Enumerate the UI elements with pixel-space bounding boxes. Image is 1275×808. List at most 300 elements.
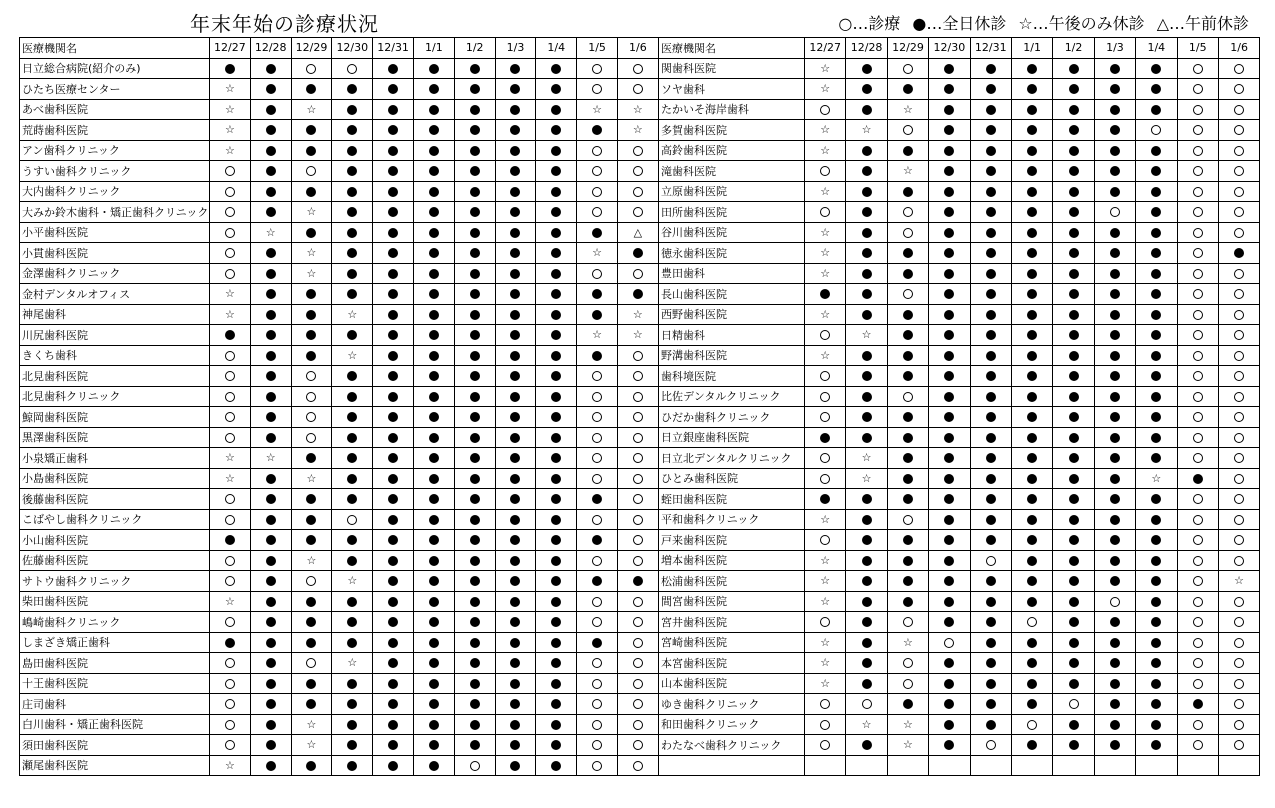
closed-mark <box>388 228 398 238</box>
status-cell <box>413 304 454 325</box>
closed-mark <box>470 453 480 463</box>
table-header-row <box>659 38 1260 59</box>
open-mark <box>1234 515 1244 525</box>
open-mark <box>1234 740 1244 750</box>
status-cell <box>970 222 1011 243</box>
closed-mark <box>551 515 561 525</box>
open-mark <box>225 248 235 258</box>
status-cell <box>210 427 251 448</box>
status-cell <box>929 550 970 571</box>
closed-mark <box>862 658 872 668</box>
clinic-name: 十王歯科医院 <box>20 673 210 694</box>
status-cell <box>929 694 970 715</box>
status-cell <box>495 304 536 325</box>
status-cell <box>454 489 495 510</box>
status-cell <box>454 509 495 530</box>
closed-mark <box>986 638 996 648</box>
closed-mark <box>986 310 996 320</box>
status-cell <box>1094 181 1135 202</box>
status-cell <box>887 263 928 284</box>
table-row <box>659 99 1260 120</box>
status-cell <box>210 694 251 715</box>
status-cell <box>1136 694 1177 715</box>
closed-mark <box>1069 289 1079 299</box>
clinic-name: サトウ歯科クリニック <box>20 571 210 592</box>
clinic-name: 金村デンタルオフィス <box>20 284 210 305</box>
afternoon-closed-mark: ☆ <box>224 287 235 301</box>
open-mark <box>633 146 643 156</box>
open-mark <box>1234 330 1244 340</box>
status-cell <box>1011 386 1052 407</box>
clinic-name: アン歯科クリニック <box>20 140 210 161</box>
status-cell <box>1218 345 1259 366</box>
status-cell <box>805 509 846 530</box>
open-mark <box>306 371 316 381</box>
status-cell <box>1053 243 1094 264</box>
status-cell <box>454 161 495 182</box>
table-row <box>659 653 1260 674</box>
status-cell <box>373 386 414 407</box>
closed-mark <box>986 125 996 135</box>
status-cell <box>1011 345 1052 366</box>
date-column-header: 1/1 <box>1011 38 1052 59</box>
closed-mark <box>388 351 398 361</box>
table-row <box>20 120 659 141</box>
status-cell <box>454 202 495 223</box>
status-cell <box>1011 366 1052 387</box>
status-cell <box>577 386 618 407</box>
closed-mark <box>388 330 398 340</box>
closed-mark <box>1069 351 1079 361</box>
status-cell <box>454 427 495 448</box>
status-cell <box>291 735 332 756</box>
status-cell <box>332 181 373 202</box>
status-cell <box>805 140 846 161</box>
afternoon-closed-mark: ☆ <box>820 225 831 239</box>
open-mark <box>903 658 913 668</box>
closed-mark <box>306 453 316 463</box>
open-mark <box>225 515 235 525</box>
status-cell <box>805 120 846 141</box>
closed-mark <box>510 474 520 484</box>
status-cell <box>536 140 577 161</box>
closed-mark <box>388 494 398 504</box>
clinic-name: 島田歯科医院 <box>20 653 210 674</box>
status-cell <box>291 161 332 182</box>
status-cell <box>577 509 618 530</box>
afternoon-closed-mark: ☆ <box>347 307 358 321</box>
closed-mark <box>347 597 357 607</box>
afternoon-closed-mark: ☆ <box>820 348 831 362</box>
afternoon-closed-mark: ☆ <box>820 656 831 670</box>
status-cell <box>332 120 373 141</box>
closed-mark <box>1027 105 1037 115</box>
status-cell <box>617 632 658 653</box>
date-column-header: 1/1 <box>413 38 454 59</box>
status-cell <box>577 325 618 346</box>
closed-mark <box>1151 269 1161 279</box>
date-column-header: 1/4 <box>536 38 577 59</box>
closed-mark <box>306 146 316 156</box>
status-cell <box>1218 366 1259 387</box>
status-cell <box>970 612 1011 633</box>
clinic-name: 黒澤歯科医院 <box>20 427 210 448</box>
status-cell <box>454 263 495 284</box>
table-row <box>659 571 1260 592</box>
status-cell <box>373 304 414 325</box>
table-row <box>20 755 659 776</box>
status-cell <box>373 755 414 776</box>
closed-mark <box>347 207 357 217</box>
status-cell <box>413 386 454 407</box>
status-cell <box>413 632 454 653</box>
table-row <box>659 284 1260 305</box>
table-row <box>20 591 659 612</box>
status-cell <box>1177 161 1218 182</box>
clinic-name: ひたち医療センター <box>20 79 210 100</box>
status-cell <box>332 243 373 264</box>
table-row <box>20 632 659 653</box>
status-cell <box>1011 243 1052 264</box>
status-cell <box>332 694 373 715</box>
open-mark <box>592 392 602 402</box>
table-row <box>659 79 1260 100</box>
status-cell <box>1218 243 1259 264</box>
status-cell <box>805 202 846 223</box>
status-cell <box>577 304 618 325</box>
status-cell <box>250 120 291 141</box>
status-cell <box>970 120 1011 141</box>
closed-mark <box>1069 679 1079 689</box>
status-cell <box>373 243 414 264</box>
status-cell <box>1136 243 1177 264</box>
status-cell <box>495 120 536 141</box>
table-row <box>20 468 659 489</box>
closed-mark <box>1110 617 1120 627</box>
status-cell <box>1094 120 1135 141</box>
closed-mark <box>1110 433 1120 443</box>
status-cell <box>1177 58 1218 79</box>
closed-mark <box>266 105 276 115</box>
status-cell <box>291 120 332 141</box>
afternoon-closed-mark: ☆ <box>224 758 235 772</box>
closed-mark <box>551 679 561 689</box>
closed-mark <box>470 474 480 484</box>
closed-mark <box>266 474 276 484</box>
closed-mark <box>510 351 520 361</box>
status-cell <box>1177 448 1218 469</box>
table-row <box>20 222 659 243</box>
table-row <box>659 694 1260 715</box>
closed-mark <box>862 412 872 422</box>
status-cell <box>291 489 332 510</box>
open-mark <box>820 699 830 709</box>
closed-mark <box>510 207 520 217</box>
table-row <box>20 99 659 120</box>
closed-mark <box>470 187 480 197</box>
status-cell <box>887 325 928 346</box>
status-cell <box>210 99 251 120</box>
closed-mark <box>551 720 561 730</box>
closed-mark <box>266 392 276 402</box>
closed-mark <box>266 535 276 545</box>
table-row <box>20 304 659 325</box>
status-cell <box>1136 673 1177 694</box>
closed-mark <box>903 351 913 361</box>
status-cell <box>577 694 618 715</box>
closed-mark <box>1151 228 1161 238</box>
closed-mark <box>1110 576 1120 586</box>
table-row <box>20 673 659 694</box>
status-cell <box>1218 386 1259 407</box>
status-cell <box>536 530 577 551</box>
closed-mark <box>592 576 602 586</box>
closed-mark <box>510 576 520 586</box>
open-mark <box>225 617 235 627</box>
closed-mark <box>510 412 520 422</box>
status-cell <box>887 140 928 161</box>
closed-mark <box>633 289 643 299</box>
clinic-name: 平和歯科クリニック <box>659 509 805 530</box>
status-cell <box>846 509 887 530</box>
status-cell <box>1053 284 1094 305</box>
closed-mark <box>1069 535 1079 545</box>
status-cell <box>846 489 887 510</box>
open-mark <box>592 412 602 422</box>
status-cell <box>929 714 970 735</box>
open-mark <box>592 556 602 566</box>
status-cell <box>536 407 577 428</box>
status-cell <box>413 222 454 243</box>
closed-mark <box>470 515 480 525</box>
status-cell <box>210 612 251 633</box>
status-cell <box>805 571 846 592</box>
status-cell <box>1136 591 1177 612</box>
status-cell <box>1053 673 1094 694</box>
status-cell <box>617 571 658 592</box>
clinic-name: 西野歯科医院 <box>659 304 805 325</box>
status-cell <box>250 489 291 510</box>
closed-mark <box>1151 658 1161 668</box>
open-mark <box>347 64 357 74</box>
status-cell <box>617 673 658 694</box>
open-mark <box>1234 535 1244 545</box>
table-row <box>20 202 659 223</box>
status-cell <box>1136 366 1177 387</box>
open-mark <box>1234 351 1244 361</box>
closed-mark <box>347 371 357 381</box>
status-cell <box>250 735 291 756</box>
closed-mark <box>266 146 276 156</box>
status-cell <box>210 407 251 428</box>
status-cell <box>291 222 332 243</box>
status-cell <box>332 550 373 571</box>
status-cell <box>887 120 928 141</box>
closed-mark <box>551 761 561 771</box>
status-cell <box>846 243 887 264</box>
closed-mark <box>551 187 561 197</box>
status-cell <box>1218 591 1259 612</box>
status-cell <box>1053 530 1094 551</box>
status-cell <box>1011 79 1052 100</box>
closed-mark <box>470 330 480 340</box>
date-column-header: 1/6 <box>617 38 658 59</box>
legend-item: △…午前休診 <box>1156 14 1249 33</box>
open-mark <box>820 412 830 422</box>
closed-mark <box>986 228 996 238</box>
status-cell <box>332 735 373 756</box>
status-cell <box>1094 140 1135 161</box>
morning-closed-mark: △ <box>633 225 643 239</box>
status-cell <box>373 509 414 530</box>
status-cell <box>1218 263 1259 284</box>
closed-mark <box>944 740 954 750</box>
status-cell <box>332 161 373 182</box>
status-cell <box>332 755 373 776</box>
closed-mark <box>903 187 913 197</box>
closed-mark <box>1027 207 1037 217</box>
status-cell <box>536 673 577 694</box>
status-cell <box>495 489 536 510</box>
status-cell <box>887 222 928 243</box>
closed-mark <box>388 679 398 689</box>
closed-mark <box>1151 64 1161 74</box>
closed-mark <box>1151 146 1161 156</box>
table-row <box>659 366 1260 387</box>
open-mark <box>1234 207 1244 217</box>
closed-mark <box>266 289 276 299</box>
clinic-name: 野溝歯科医院 <box>659 345 805 366</box>
closed-mark <box>1069 392 1079 402</box>
closed-mark <box>1151 597 1161 607</box>
open-mark <box>592 720 602 730</box>
clinic-name: 嶋崎歯科クリニック <box>20 612 210 633</box>
closed-mark <box>266 597 276 607</box>
status-cell <box>250 140 291 161</box>
status-cell <box>250 714 291 735</box>
status-cell <box>577 755 618 776</box>
status-cell <box>373 468 414 489</box>
status-cell <box>210 120 251 141</box>
open-mark <box>633 761 643 771</box>
open-mark <box>225 207 235 217</box>
status-cell <box>454 653 495 674</box>
status-cell <box>373 58 414 79</box>
closed-mark <box>944 658 954 668</box>
closed-mark <box>1151 105 1161 115</box>
closed-mark <box>306 310 316 320</box>
status-cell <box>373 612 414 633</box>
status-cell <box>536 79 577 100</box>
date-column-header: 12/29 <box>887 38 928 59</box>
status-cell <box>413 325 454 346</box>
status-cell <box>846 263 887 284</box>
status-cell <box>210 653 251 674</box>
closed-mark <box>1069 453 1079 463</box>
closed-mark <box>470 228 480 238</box>
status-cell <box>846 366 887 387</box>
status-cell <box>332 140 373 161</box>
status-cell <box>291 468 332 489</box>
clinic-name: 関歯科医院 <box>659 58 805 79</box>
status-cell <box>1011 714 1052 735</box>
closed-mark <box>1069 207 1079 217</box>
open-mark <box>592 658 602 668</box>
open-mark <box>633 371 643 381</box>
status-cell <box>617 612 658 633</box>
table-row <box>659 304 1260 325</box>
status-cell <box>805 345 846 366</box>
closed-mark <box>429 269 439 279</box>
closed-mark <box>347 84 357 94</box>
status-cell <box>1177 222 1218 243</box>
open-mark <box>633 740 643 750</box>
status-cell <box>1218 673 1259 694</box>
closed-mark <box>306 84 316 94</box>
open-mark <box>903 125 913 135</box>
status-cell <box>1218 181 1259 202</box>
closed-mark <box>470 166 480 176</box>
status-cell <box>846 571 887 592</box>
status-cell <box>1094 448 1135 469</box>
status-cell <box>1218 140 1259 161</box>
closed-mark <box>347 720 357 730</box>
afternoon-closed-mark: ☆ <box>306 205 317 219</box>
clinic-name <box>659 755 805 776</box>
status-cell <box>617 489 658 510</box>
closed-mark <box>429 515 439 525</box>
status-cell <box>250 407 291 428</box>
status-cell <box>536 263 577 284</box>
open-mark <box>1193 617 1203 627</box>
status-cell <box>887 99 928 120</box>
closed-mark <box>1110 84 1120 94</box>
status-cell <box>1136 304 1177 325</box>
status-cell <box>1218 530 1259 551</box>
status-cell <box>929 407 970 428</box>
status-cell <box>887 571 928 592</box>
closed-mark <box>986 494 996 504</box>
open-mark <box>1027 720 1037 730</box>
closed-mark <box>1110 146 1120 156</box>
open-mark <box>306 576 316 586</box>
status-cell <box>291 427 332 448</box>
closed-mark <box>944 576 954 586</box>
status-cell <box>577 263 618 284</box>
status-cell <box>250 386 291 407</box>
closed-mark <box>510 535 520 545</box>
status-cell <box>970 79 1011 100</box>
open-mark <box>1234 720 1244 730</box>
status-cell <box>617 79 658 100</box>
closed-mark <box>1110 535 1120 545</box>
closed-mark <box>944 474 954 484</box>
status-cell <box>970 304 1011 325</box>
clinic-name: 柴田歯科医院 <box>20 591 210 612</box>
closed-mark <box>551 658 561 668</box>
schedule-table-left <box>19 37 659 776</box>
status-cell <box>332 202 373 223</box>
open-mark <box>820 166 830 176</box>
open-mark <box>1193 166 1203 176</box>
status-cell <box>536 58 577 79</box>
status-cell <box>1218 284 1259 305</box>
status-cell <box>887 161 928 182</box>
closed-mark <box>986 330 996 340</box>
status-cell <box>1011 325 1052 346</box>
afternoon-closed-mark: ☆ <box>224 307 235 321</box>
status-cell <box>210 181 251 202</box>
